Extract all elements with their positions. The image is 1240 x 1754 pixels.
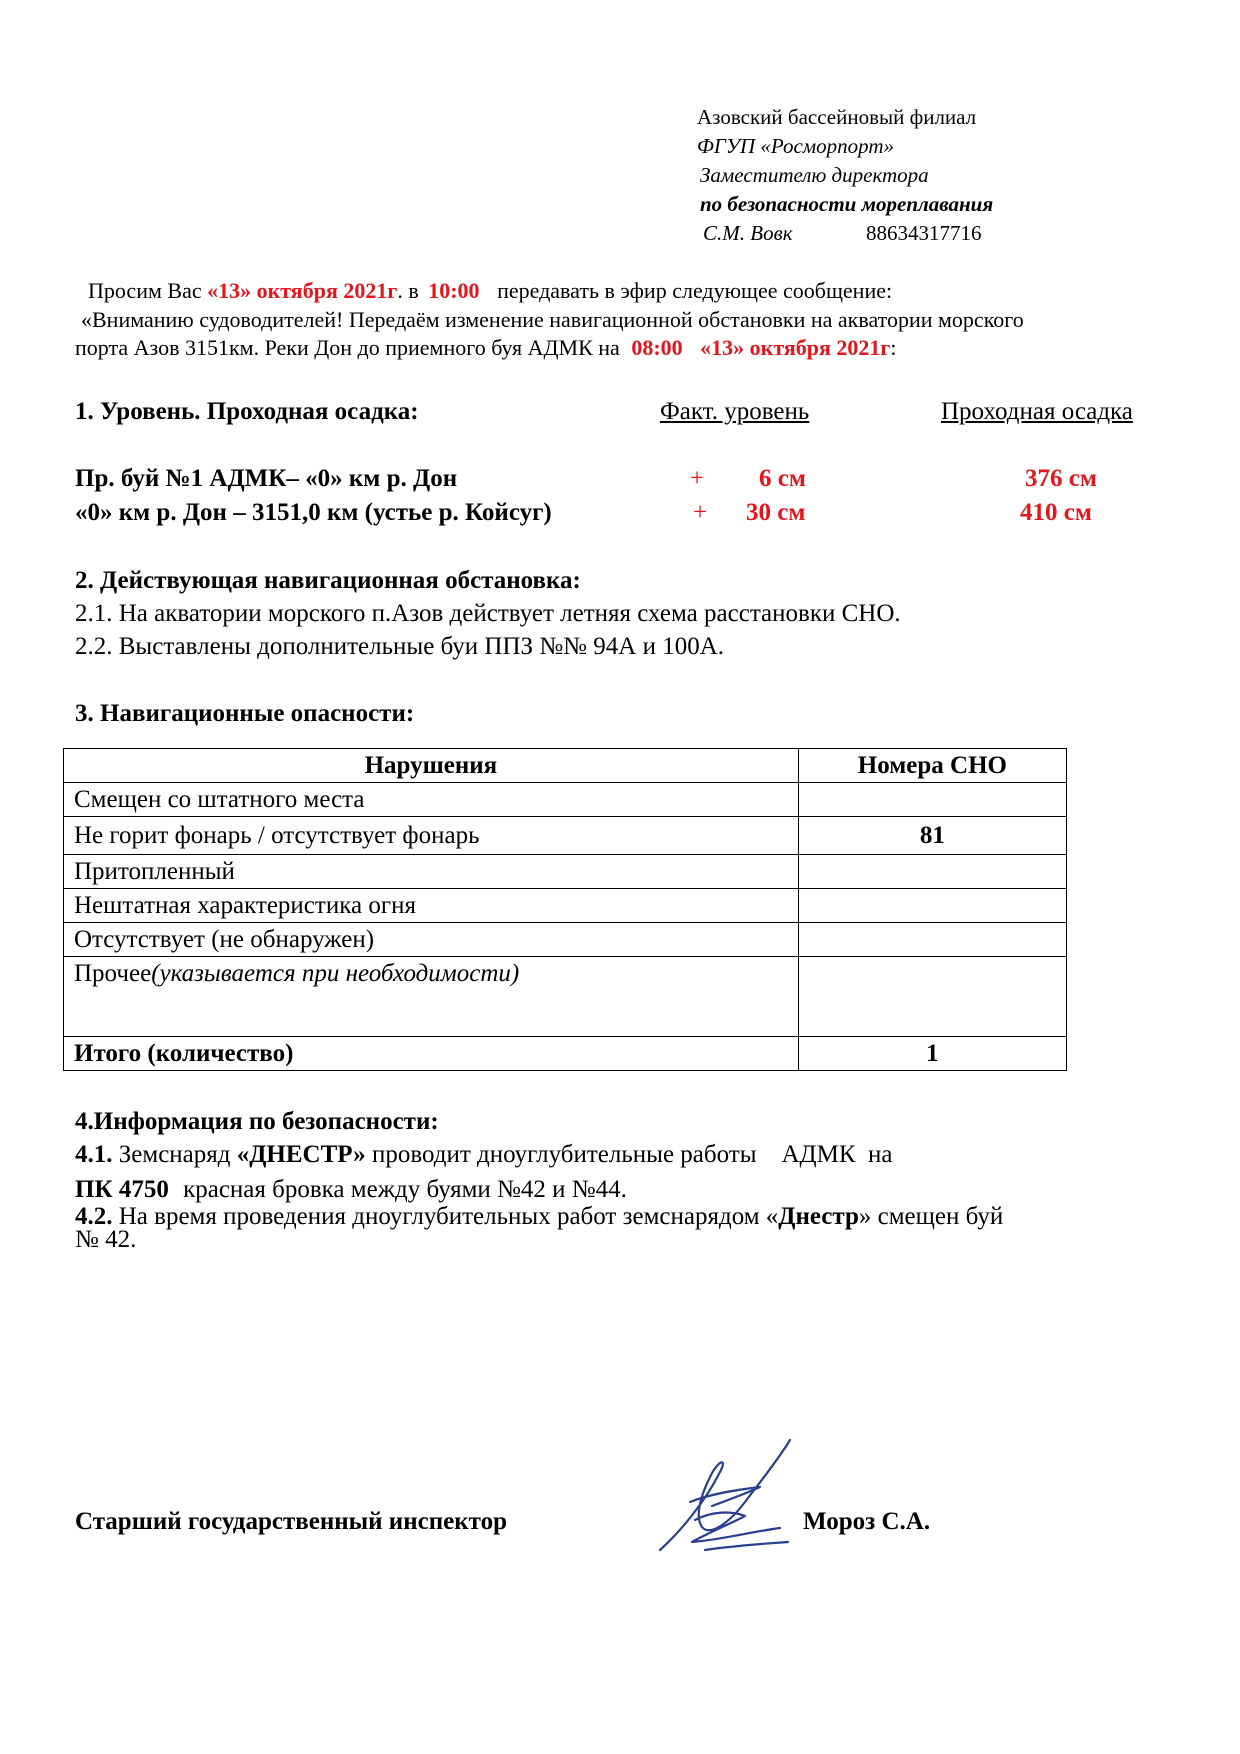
request-line-3-time: 08:00 [631, 335, 683, 360]
signature-strokes [660, 1440, 790, 1550]
aid-numbers-header: Номера СНО [798, 749, 1066, 783]
request-line-2: «Вниманию судоводителей! Передаём изменение навигационной обстановки на акватории морского [81, 307, 1024, 332]
draft-column-header: Проходная осадка [941, 398, 1133, 425]
item-4-1-text-c: красная бровка между буями №42 и №44. [183, 1176, 627, 1203]
total-value: 1 [798, 1037, 1066, 1071]
section-3-title: 3. Навигационные опасности: [75, 700, 415, 727]
addressee-name: С.М. Вовк [703, 221, 793, 245]
request-date: «13» октября 2021г [207, 278, 398, 303]
signature-stroke [692, 1513, 780, 1542]
table-row [64, 783, 1067, 817]
table-total-row [64, 1037, 1067, 1071]
segment-2-draft: 410 см [1020, 499, 1092, 526]
segment-1-sign: + [690, 465, 705, 492]
request-suffix: передавать в эфир следующее сообщение: [497, 278, 893, 303]
segment-2-sign: + [693, 499, 708, 526]
section-1-title: 1. Уровень. Проходная осадка: [75, 398, 419, 425]
table-header-row [64, 749, 1067, 783]
request-line-3-date: «13» октября 2021г [700, 335, 891, 360]
table-row [64, 923, 1067, 957]
item-4-2-text-b: » смещен буй [858, 1203, 1004, 1230]
total-label: Итого (количество) [64, 1037, 799, 1071]
table-row-other [64, 957, 1067, 1037]
violations-header: Нарушения [64, 749, 799, 783]
signer-position: Старший государственный инспектор [75, 1508, 507, 1535]
item-4-2-number: 4.2. [75, 1203, 113, 1230]
violation-label: Притопленный [64, 855, 799, 889]
other-value [798, 957, 1066, 1037]
section-4-title: 4.Информация по безопасности: [75, 1108, 439, 1135]
item-4-1-pk: ПК 4750 [75, 1176, 169, 1203]
item-4-2-vessel: Днестр [778, 1203, 859, 1230]
request-prefix: Просим Вас [88, 278, 202, 303]
addressee-line-4: по безопасности мореплавания [700, 192, 994, 216]
addressee-phone: 88634317716 [866, 221, 982, 245]
item-4-2-text-a: На время проведения дноуглубительных работ земснарядом « [118, 1203, 779, 1230]
request-line-3-suffix: : [890, 335, 897, 360]
aid-numbers-value: 81 [798, 817, 1066, 855]
table-row [64, 855, 1067, 889]
request-time: 10:00 [428, 278, 480, 303]
section-2-title: 2. Действующая навигационная обстановка: [75, 567, 581, 594]
segment-1-level: 6 см [759, 465, 806, 492]
section-4-item-2-line-1 [75, 1203, 1003, 1231]
item-4-1-text-b: проводит дноуглубительные работы АДМК на [371, 1141, 893, 1168]
aid-numbers-value [798, 923, 1066, 957]
signature-stroke [705, 1542, 788, 1550]
item-4-1-text-a: Земснаряд [118, 1141, 231, 1168]
signature-stroke [660, 1440, 790, 1550]
addressee-line-2: ФГУП «Росморпорт» [697, 134, 895, 158]
violation-label: Нештатная характеристика огня [64, 889, 799, 923]
request-line-3-prefix: порта Азов 3151км. Реки Дон до приемного буя АДМК на [75, 335, 620, 360]
aid-numbers-value [798, 783, 1066, 817]
section-2-item-2: 2.2. Выставлены дополнительные буи ППЗ №№ 94А и 100А. [75, 633, 725, 660]
segment-2-label: «0» км р. Дон – 3151,0 км (устье р. Койсуг) [75, 499, 552, 526]
item-4-1-vessel: «ДНЕСТР» [236, 1141, 366, 1168]
table-row [64, 889, 1067, 923]
request-line-3 [75, 335, 897, 361]
request-line-1 [88, 278, 892, 304]
item-4-1-number: 4.1. [75, 1141, 113, 1168]
other-note: (указывается при необходимости) [151, 960, 520, 987]
addressee-line-3: Заместителю директора [700, 163, 929, 187]
table-row [64, 817, 1067, 855]
other-label-cell [64, 957, 799, 1037]
section-4-item-1-line-1 [75, 1141, 893, 1169]
aid-numbers-value [798, 855, 1066, 889]
violation-label: Смещен со штатного места [64, 783, 799, 817]
signer-name: Мороз С.А. [803, 1508, 931, 1535]
signature-image [650, 1432, 800, 1562]
section-2-item-1: 2.1. На акватории морского п.Азов действует летняя схема расстановки СНО. [75, 600, 901, 627]
violation-label: Не горит фонарь / отсутствует фонарь [64, 817, 799, 855]
other-label: Прочее [74, 960, 152, 987]
violation-label: Отсутствует (не обнаружен) [64, 923, 799, 957]
section-4-item-1-line-2 [75, 1176, 627, 1204]
section-4-item-2-line-2: № 42. [75, 1226, 137, 1253]
segment-1-label: Пр. буй №1 АДМК– «0» км р. Дон [75, 465, 458, 492]
segment-2-level: 30 см [746, 499, 806, 526]
addressee-line-1: Азовский бассейновый филиал [697, 105, 977, 129]
hazards-table [63, 748, 1067, 1071]
request-dot: . в [397, 278, 419, 303]
level-column-header: Факт. уровень [660, 398, 810, 425]
aid-numbers-value [798, 889, 1066, 923]
segment-1-draft: 376 см [1025, 465, 1097, 492]
